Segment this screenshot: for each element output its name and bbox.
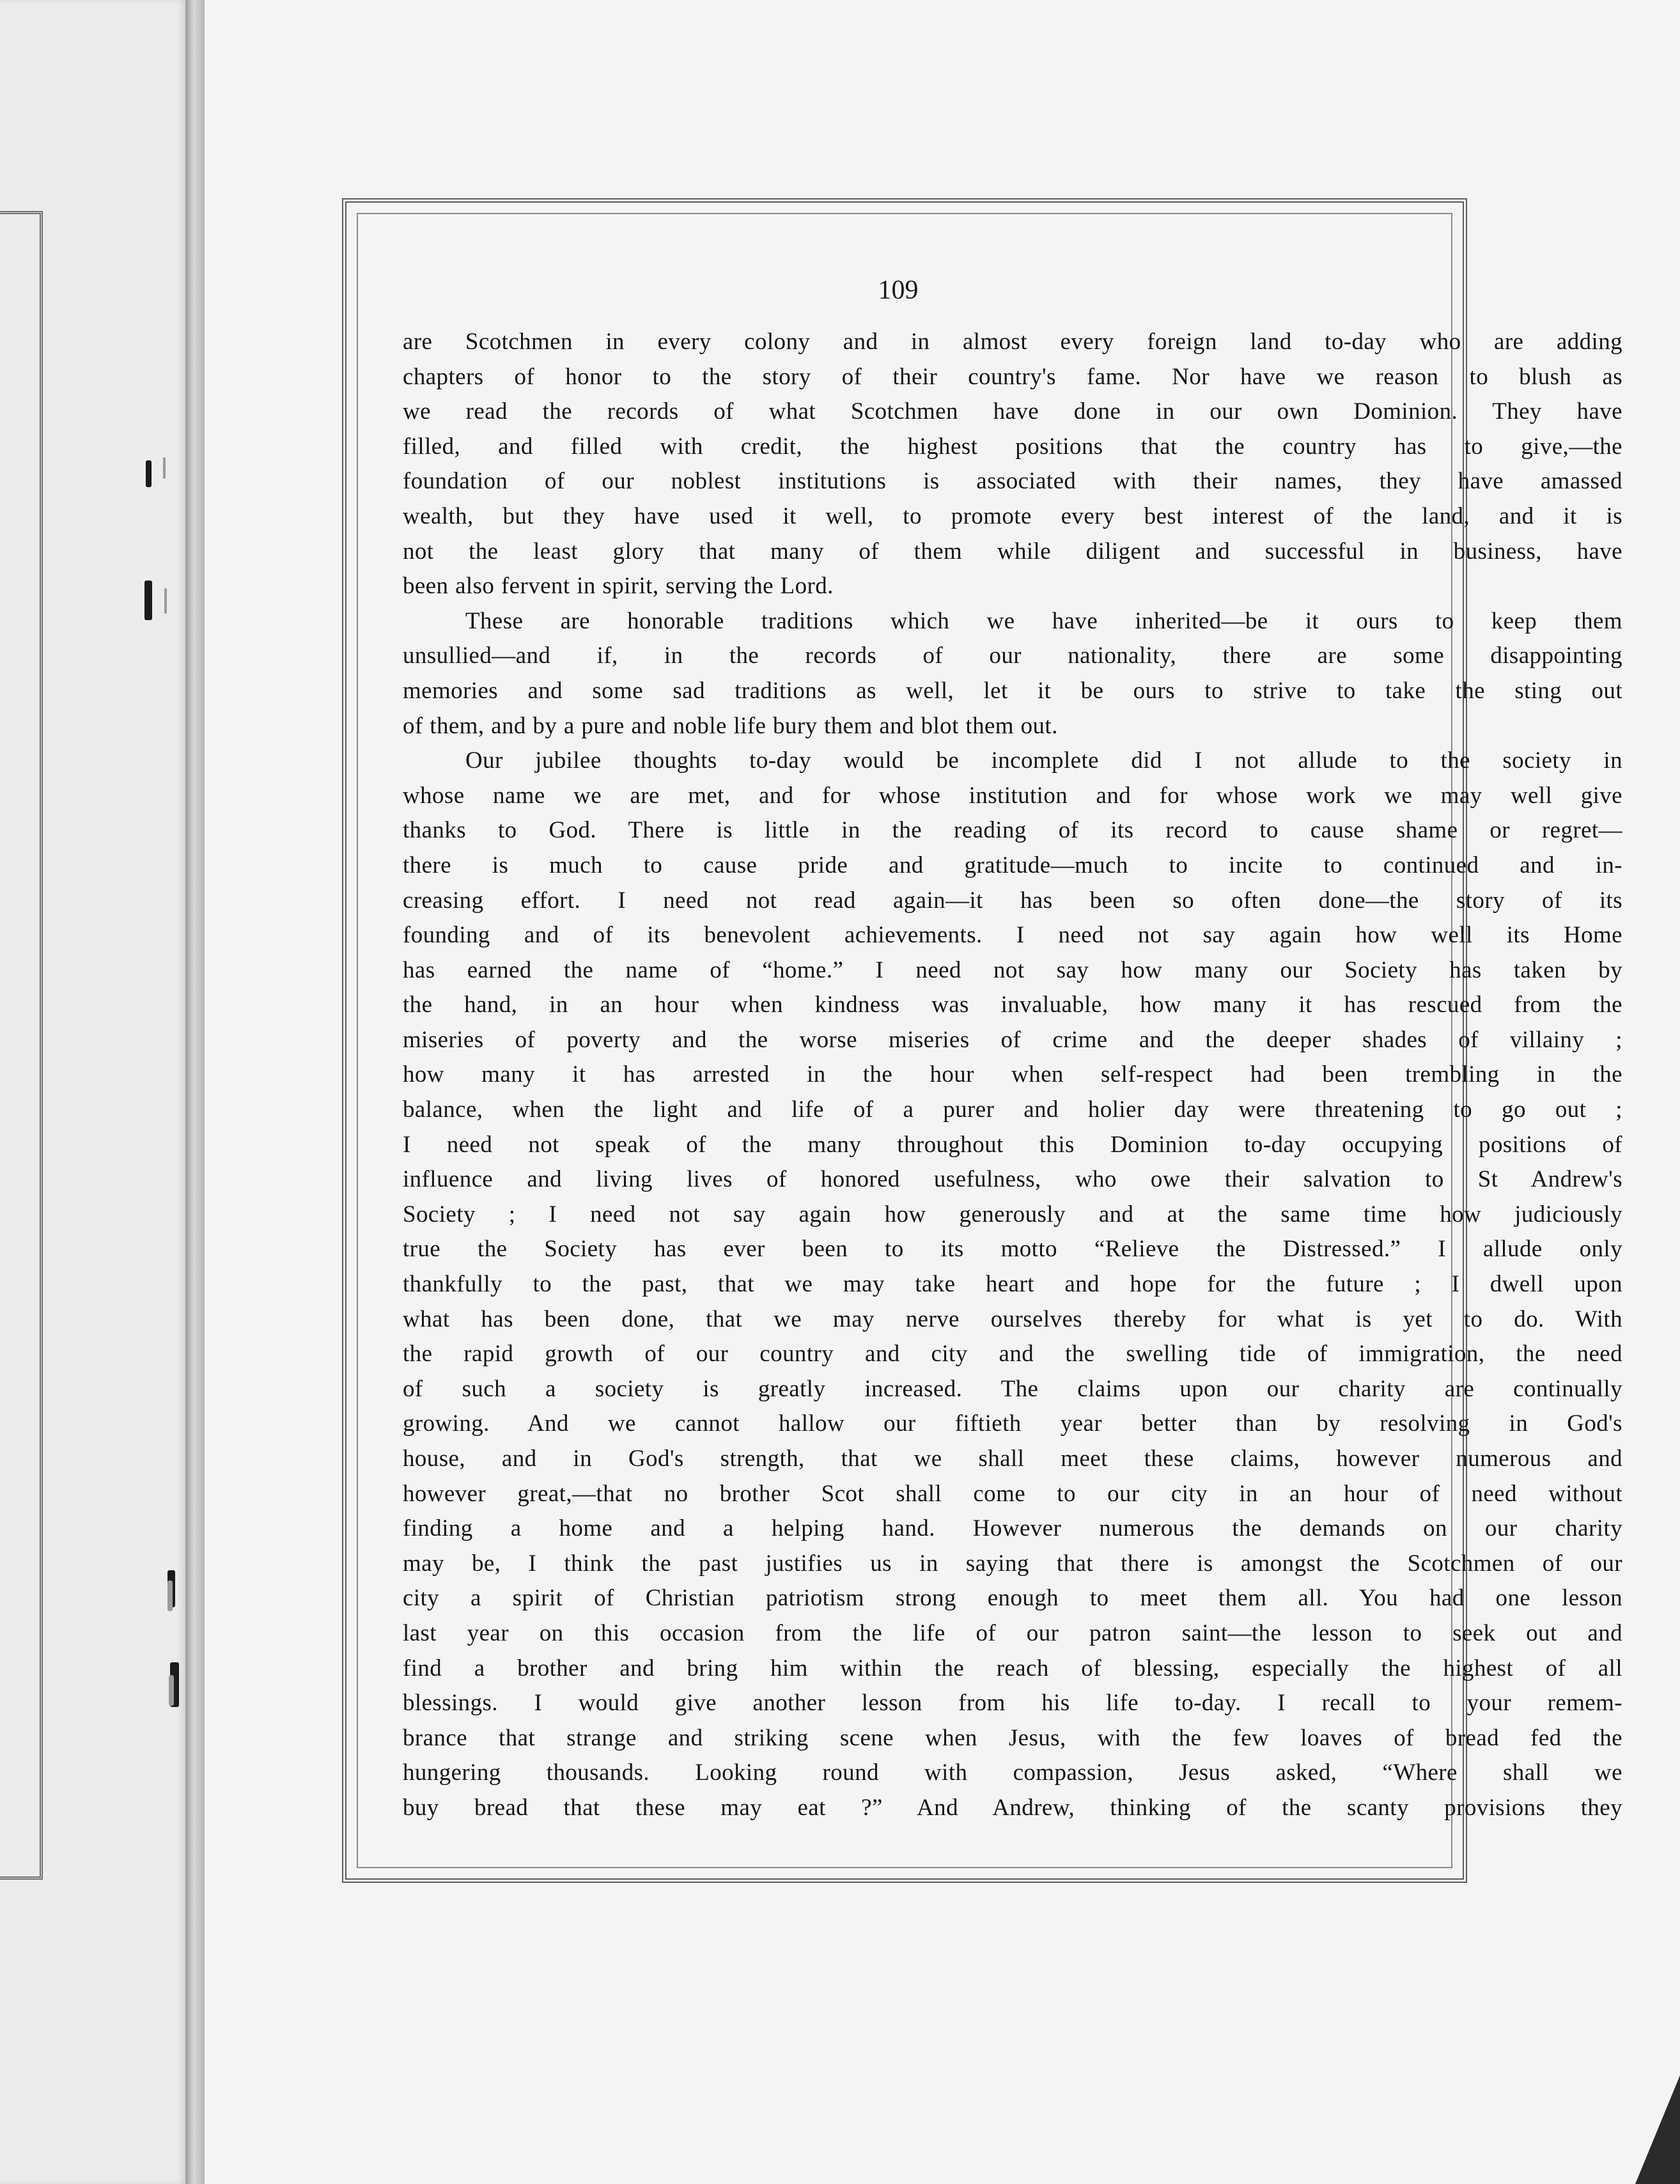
text-line: the rapid growth of our country and city and the swelling tide of immigration, the need xyxy=(403,1341,1622,1368)
binding-mark xyxy=(146,460,152,487)
text-line: thankfully to the past, that we may take heart and hope for the future ; I dwell upon xyxy=(403,1271,1622,1298)
text-line: been also fervent in spirit, serving the Lord. xyxy=(403,573,834,600)
text-line: thanks to God. There is little in the reading of its record to cause shame or regret— xyxy=(403,817,1622,844)
text-line: Society ; I need not say again how generously and at the same time how judiciously xyxy=(403,1201,1622,1228)
text-line: brance that strange and striking scene when Jesus, with the few loaves of bread fed the xyxy=(403,1724,1622,1751)
text-line: chapters of honor to the story of their country's fame. Nor have we reason to blush as xyxy=(403,363,1622,390)
text-line: city a spirit of Christian patriotism strong enough to meet them all. You had one lesson xyxy=(403,1585,1622,1612)
text-line: blessings. I would give another lesson from his life to-day. I recall to your remem- xyxy=(403,1690,1622,1717)
page-corner xyxy=(1635,2075,1680,2184)
text-line: miseries of poverty and the worse miseries of crime and the deeper shades of villainy ; xyxy=(403,1026,1622,1053)
text-line: wealth, but they have used it well, to promote every best interest of the land, and it is xyxy=(403,503,1622,529)
paragraph-first-line: Our jubilee thoughts to-day would be incomplete did I not allude to the society in xyxy=(465,747,1622,774)
text-line: there is much to cause pride and gratitude—much to incite to continued and in- xyxy=(403,852,1622,878)
text-line: creasing effort. I need not read again—it has been so often done—the story of its xyxy=(403,887,1622,914)
text-line: whose name we are met, and for whose institution and for whose work we may well give xyxy=(403,782,1622,809)
paragraph-first-line: These are honorable traditions which we have inherited—be it ours to keep them xyxy=(465,607,1622,634)
text-line: are Scotchmen in every colony and in almost every foreign land to-day who are adding xyxy=(403,329,1622,355)
text-line: what has been done, that we may nerve ourselves thereby for what is yet to do. With xyxy=(403,1306,1622,1332)
book-gutter xyxy=(185,0,205,2184)
binding-mark xyxy=(169,1675,174,1706)
page-number: 109 xyxy=(878,276,919,305)
text-line: balance, when the light and life of a purer and holier day were threatening to go out ; xyxy=(403,1096,1622,1123)
book-page xyxy=(205,0,1680,2184)
text-line: has earned the name of “home.” I need not say how many our Society has taken by xyxy=(403,956,1622,983)
text-line: find a brother and bring him within the reach of blessing, especially the highest of all xyxy=(403,1655,1622,1681)
text-line: of such a society is greatly increased. The claims upon our charity are continually xyxy=(403,1375,1622,1402)
binding-mark xyxy=(163,457,166,479)
text-line: hungering thousands. Looking round with compassion, Jesus asked, “Where shall we xyxy=(403,1759,1622,1786)
binding-mark xyxy=(144,581,152,620)
text-line: growing. And we cannot hallow our fiftieth year better than by resolving in God's xyxy=(403,1410,1622,1437)
text-line: foundation of our noblest institutions is associated with their names, they have amassed xyxy=(403,468,1622,495)
text-line: of them, and by a pure and noble life bury them and blot them out. xyxy=(403,712,1058,739)
previous-page xyxy=(0,0,185,2184)
text-line: unsullied—and if, in the records of our nationality, there are some disappointing xyxy=(403,643,1622,669)
previous-page-frame xyxy=(0,211,43,1880)
text-line: however great,—that no brother Scot shall come to our city in an hour of need without xyxy=(403,1480,1622,1507)
text-line: the hand, in an hour when kindness was invaluable, how many it has rescued from the xyxy=(403,992,1622,1018)
text-line: how many it has arrested in the hour when self-respect had been trembling in the xyxy=(403,1061,1622,1088)
binding-mark xyxy=(164,588,167,614)
text-line: not the least glory that many of them while diligent and successful in business, have xyxy=(403,538,1622,565)
text-line: true the Society has ever been to its motto “Relieve the Distressed.” I allude only xyxy=(403,1236,1622,1263)
text-line: filled, and filled with credit, the highest positions that the country has to give,—the xyxy=(403,433,1622,460)
text-line: founding and of its benevolent achievements. I need not say again how well its Home xyxy=(403,922,1622,949)
text-line: we read the records of what Scotchmen have done in our own Dominion. They have xyxy=(403,398,1622,425)
text-line: buy bread that these may eat ?” And Andrew, thinking of the scanty provisions they xyxy=(403,1794,1622,1821)
body-text xyxy=(403,325,1622,1826)
text-line: house, and in God's strength, that we shall meet these claims, however numerous and xyxy=(403,1446,1622,1472)
binding-mark xyxy=(167,1580,173,1611)
text-line: last year on this occasion from the life of our patron saint—the lesson to seek out and xyxy=(403,1619,1622,1646)
text-line: finding a home and a helping hand. However numerous the demands on our charity xyxy=(403,1515,1622,1542)
text-line: memories and some sad traditions as well, let it be ours to strive to take the sting out xyxy=(403,677,1622,704)
text-line: may be, I think the past justifies us in saying that there is amongst the Scotchmen of our xyxy=(403,1550,1622,1577)
text-line: I need not speak of the many throughout this Dominion to-day occupying positions of xyxy=(403,1131,1622,1158)
text-line: influence and living lives of honored usefulness, who owe their salvation to St Andrew's xyxy=(403,1166,1622,1193)
